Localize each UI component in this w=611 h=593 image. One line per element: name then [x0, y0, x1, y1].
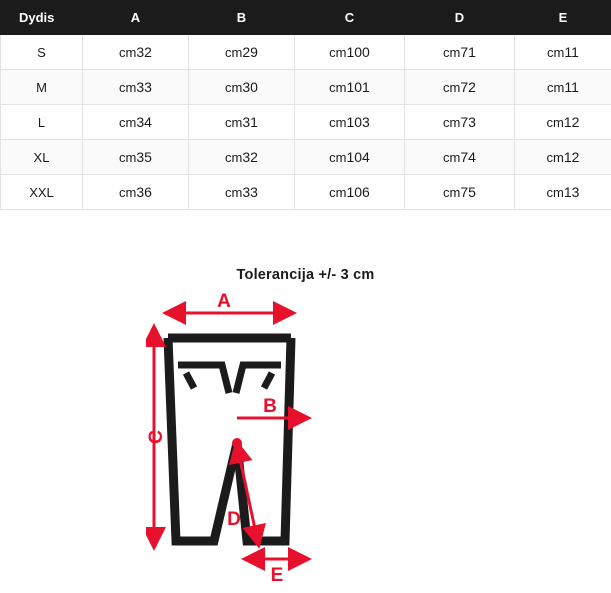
- unit-label: cm: [547, 80, 564, 95]
- cell-a: [83, 70, 189, 105]
- unit-label: cm: [119, 185, 136, 200]
- value-e: 11: [564, 44, 579, 60]
- cell-e: [515, 35, 611, 70]
- value-c: 104: [346, 149, 369, 165]
- value-a: 32: [136, 44, 152, 60]
- label-d: D: [227, 509, 241, 530]
- value-a: 36: [136, 184, 152, 200]
- table-header: [1, 1, 611, 35]
- value-a: 33: [136, 79, 152, 95]
- column-header-d: D: [405, 1, 515, 35]
- table-row: [1, 70, 611, 105]
- cell-size: L: [1, 105, 83, 140]
- cell-b: [189, 140, 295, 175]
- tolerance-note: Tolerancija +/- 3 cm: [0, 267, 611, 283]
- value-e: 12: [564, 149, 580, 165]
- size-table: [0, 0, 611, 210]
- unit-label: cm: [329, 185, 346, 200]
- table-row: [1, 175, 611, 210]
- value-a: 34: [136, 114, 152, 130]
- value-c: 101: [346, 79, 369, 95]
- cell-d: [405, 70, 515, 105]
- cell-c: [295, 140, 405, 175]
- column-header-size: Dydis: [1, 1, 83, 35]
- unit-label: cm: [547, 45, 564, 60]
- measure-point-dot: [232, 438, 242, 448]
- table-row: [1, 105, 611, 140]
- cell-b: [189, 105, 295, 140]
- cell-size: S: [1, 35, 83, 70]
- cell-a: [83, 35, 189, 70]
- cell-size: XXL: [1, 175, 83, 210]
- cell-d: [405, 175, 515, 210]
- value-d: 75: [460, 184, 476, 200]
- table-row: [1, 35, 611, 70]
- unit-label: cm: [443, 115, 460, 130]
- unit-label: cm: [547, 150, 564, 165]
- unit-label: cm: [443, 80, 460, 95]
- cell-e: [515, 105, 611, 140]
- unit-label: cm: [225, 45, 242, 60]
- value-b: 30: [242, 79, 258, 95]
- unit-label: cm: [329, 115, 346, 130]
- cell-size: XL: [1, 140, 83, 175]
- unit-label: cm: [547, 115, 564, 130]
- cell-e: [515, 175, 611, 210]
- unit-label: cm: [119, 45, 136, 60]
- label-e: E: [270, 565, 283, 586]
- cell-b: [189, 175, 295, 210]
- table-header-row: [1, 1, 611, 35]
- label-b: B: [263, 396, 277, 417]
- cell-a: [83, 140, 189, 175]
- value-b: 33: [242, 184, 258, 200]
- cell-a: [83, 105, 189, 140]
- label-c: C: [146, 430, 167, 444]
- unit-label: cm: [119, 150, 136, 165]
- cell-c: [295, 35, 405, 70]
- value-e: 11: [564, 79, 579, 95]
- value-b: 32: [242, 149, 258, 165]
- unit-label: cm: [225, 80, 242, 95]
- unit-label: cm: [119, 80, 136, 95]
- label-a: A: [217, 293, 231, 312]
- cell-d: [405, 105, 515, 140]
- column-header-e: E: [515, 1, 611, 35]
- cell-b: [189, 35, 295, 70]
- value-c: 100: [346, 44, 369, 60]
- cell-d: [405, 35, 515, 70]
- unit-label: cm: [443, 150, 460, 165]
- value-d: 73: [460, 114, 476, 130]
- unit-label: cm: [547, 185, 564, 200]
- value-c: 106: [346, 184, 369, 200]
- cell-e: [515, 140, 611, 175]
- unit-label: cm: [119, 115, 136, 130]
- unit-label: cm: [225, 185, 242, 200]
- cell-c: [295, 105, 405, 140]
- cell-c: [295, 175, 405, 210]
- cell-b: [189, 70, 295, 105]
- unit-label: cm: [329, 80, 346, 95]
- column-header-a: A: [83, 1, 189, 35]
- value-e: 13: [564, 184, 580, 200]
- column-header-c: C: [295, 1, 405, 35]
- column-header-b: B: [189, 1, 295, 35]
- unit-label: cm: [443, 185, 460, 200]
- value-d: 72: [460, 79, 476, 95]
- table-row: [1, 140, 611, 175]
- value-a: 35: [136, 149, 152, 165]
- value-d: 71: [460, 44, 476, 60]
- cell-e: [515, 70, 611, 105]
- cell-a: [83, 175, 189, 210]
- measurement-diagram: [0, 293, 611, 593]
- table-body: [1, 35, 611, 210]
- value-b: 31: [242, 114, 258, 130]
- pants-measurement-svg: [146, 293, 466, 593]
- cell-c: [295, 70, 405, 105]
- value-e: 12: [564, 114, 580, 130]
- cell-size: M: [1, 70, 83, 105]
- cell-d: [405, 140, 515, 175]
- unit-label: cm: [329, 45, 346, 60]
- value-b: 29: [242, 44, 258, 60]
- value-d: 74: [460, 149, 476, 165]
- unit-label: cm: [443, 45, 460, 60]
- value-c: 103: [346, 114, 369, 130]
- unit-label: cm: [329, 150, 346, 165]
- unit-label: cm: [225, 150, 242, 165]
- unit-label: cm: [225, 115, 242, 130]
- pants-detail-lines: [178, 365, 281, 393]
